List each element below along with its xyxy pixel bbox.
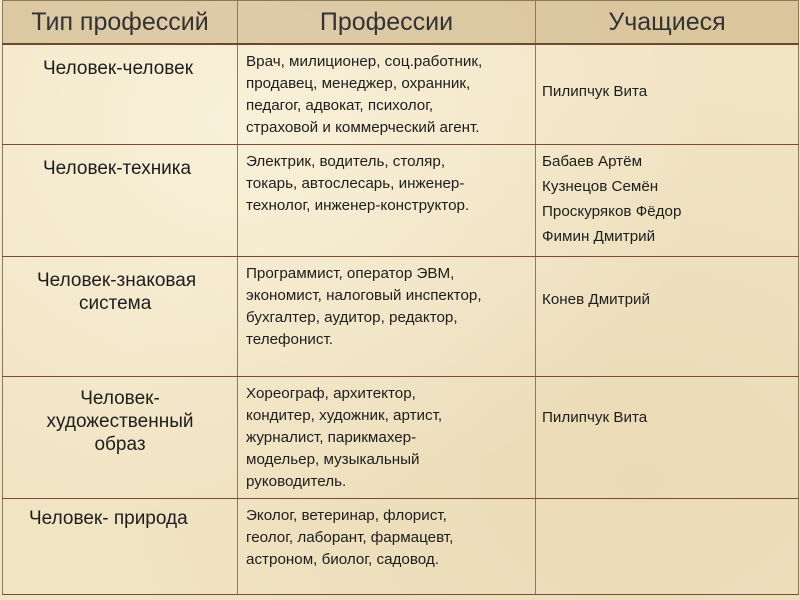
type-label: Человек-техника [43,157,192,179]
type-label: Человек-человек [43,58,194,79]
profession-line: журналист, парикмахер- [246,428,417,446]
type-label: система [79,292,152,314]
type-cell [3,498,238,594]
student-name: Конев Дмитрий [542,290,650,308]
type-label: Человек- природа [29,507,188,529]
professions-cell [238,498,536,594]
profession-line: модельер, музыкальный [246,450,420,468]
profession-line: токарь, автослесарь, инженер- [246,174,465,192]
profession-line: геолог, лаборант, фармацевт, [246,528,454,546]
profession-line: руководитель. [246,472,347,490]
students-cell [536,144,799,256]
profession-line: Электрик, водитель, столяр, [246,152,446,170]
profession-line: экономист, налоговый инспектор, [246,286,482,304]
profession-line: Хореограф, архитектор, [246,384,416,402]
header-professions: Профессии [238,1,536,45]
type-label: образ [94,433,146,455]
header-type: Тип профессий [3,1,238,45]
type-cell [3,144,238,256]
profession-line: продавец, менеджер, охранник, [246,75,471,92]
profession-line: педагог, адвокат, психолог, [246,97,434,114]
profession-line: астроном, биолог, садовод. [246,550,439,568]
type-cell [3,376,238,498]
student-name: Фимин Дмитрий [542,227,656,245]
student-name: Проскуряков Фёдор [542,202,682,220]
table-row [3,44,799,144]
student-name: Кузнецов Семён [542,177,659,195]
profession-line: страховой и коммерческий агент. [246,119,480,136]
student-name: Пилипчук Вита [542,83,648,100]
professions-table [2,0,799,595]
type-label: Человек- [80,387,160,409]
table-row [3,144,799,256]
type-cell [3,256,238,376]
profession-line: Врач, милиционер, соц.работник, [246,53,483,70]
students-cell [536,498,799,594]
students-cell [536,256,799,376]
profession-line: кондитер, художник, артист, [246,406,443,424]
header-students: Учащиеся [536,1,799,45]
professions-cell [238,376,536,498]
profession-line: телефонист. [246,330,333,348]
type-label: художественный [46,410,194,432]
student-name: Пилипчук Вита [542,408,648,426]
professions-cell [238,144,536,256]
student-name: Бабаев Артём [542,152,643,170]
type-label: Человек-знаковая [37,269,197,291]
type-cell [3,44,238,144]
professions-cell [238,256,536,376]
table-row [3,498,799,594]
profession-line: Программист, оператор ЭВМ, [246,264,455,282]
table-row [3,256,799,376]
professions-cell [238,44,536,144]
header-row [3,1,799,45]
students-cell [536,44,799,144]
profession-line: Эколог, ветеринар, флорист, [246,506,447,524]
students-cell [536,376,799,498]
profession-line: технолог, инженер-конструктор. [246,196,470,214]
table-row [3,376,799,498]
profession-line: бухгалтер, аудитор, редактор, [246,308,458,326]
